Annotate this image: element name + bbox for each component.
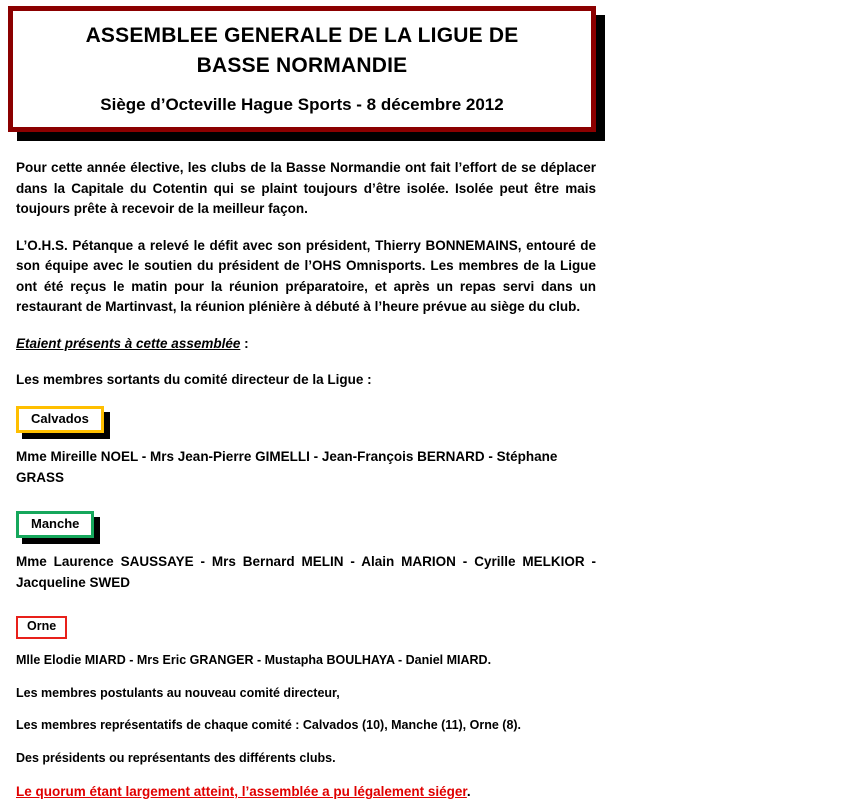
dept-members-orne: Mlle Elodie MIARD - Mrs Eric GRANGER - Mustapha BOULHAYA - Daniel MIARD. [16,652,492,667]
spacer [16,538,596,552]
quorum-period: . [466,783,471,799]
dept-block-orne [16,616,596,669]
paragraph-ohs: L’O.H.S. Pétanque a relevé le défit avec son président, Thierry BONNEMAINS, entouré de son équipe avec le soutien du président de l’OHS Omnisports. Les membres de la Ligue ont été reçus le matin pour la réunion préparatoire, et après un repas servi dans un restaurant de Martinvast, la réunion plénière à débuté à l’heure prévue au siège du club. [16,237,596,315]
header-title-line-2: BASSE NORMANDIE [196,53,408,77]
present-heading-colon: : [240,335,249,351]
document-body [16,158,596,802]
header-subtitle: Siège d’Octeville Hague Sports - 8 décembre 2012 [100,94,504,114]
spacer [16,639,596,651]
closing-line-postulants: Les membres postulants au nouveau comité directeur, [16,685,340,700]
dept-label-orne: Orne [16,616,67,639]
header-banner [8,6,596,132]
spacer [16,489,596,511]
spacer [16,433,596,447]
dept-block-calvados [16,406,596,489]
header-box [8,6,596,132]
closing-line-presidents: Des présidents ou représentants des différents clubs. [16,751,336,766]
dept-members-manche: Mme Laurence SAUSSAYE - Mrs Bernard MELIN - Alain MARION - Cyrille MELKIOR - Jacqueline SWED [16,554,596,591]
paragraph-intro: Pour cette année élective, les clubs de la Basse Normandie ont fait l’effort de se déplacer dans la Capitale du Cotentin qui se plaint toujours d’être isolée. Isolée peut être mais toujours prête à recevoir de la meilleur façon. [16,160,596,217]
header-title-line-1: ASSEMBLEE GENERALE DE LA LIGUE DE [85,24,519,47]
quorum-text: Le quorum étant largement atteint, l’assemblée a pu légalement siéger [16,783,467,799]
present-heading-row [16,334,596,354]
outgoing-members-line: Les membres sortants du comité directeur de la Ligue : [16,371,372,387]
dept-block-manche [16,511,596,594]
dept-members-calvados: Mme Mireille NOEL - Mrs Jean-Pierre GIMELLI - Jean-François BERNARD - Stéphane GRASS [16,449,558,486]
dept-label-manche: Manche [16,511,94,538]
quorum-statement [16,782,596,802]
spacer [16,594,596,616]
closing-line-representatifs: Les membres représentatifs de chaque comité : Calvados (10), Manche (11), Orne (8). [16,718,522,733]
dept-label-calvados: Calvados [16,406,104,433]
present-heading: Etaient présents à cette assemblée [16,335,241,351]
